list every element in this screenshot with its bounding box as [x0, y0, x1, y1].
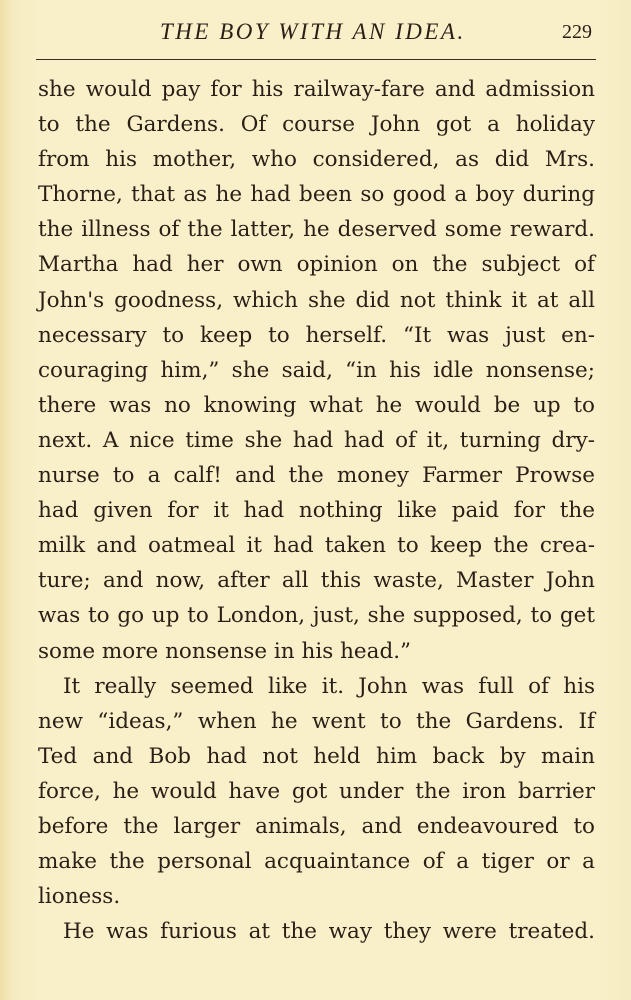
text-line: Martha had her own opinion on the subject of — [38, 252, 595, 278]
text-line: John's goodness, which she did not think it at all — [38, 287, 595, 313]
text-line: necessary to keep to herself. “It was just en- — [38, 322, 595, 348]
running-head — [0, 0, 631, 62]
page-number: 229 — [562, 21, 592, 43]
text-line: was to go up to London, just, she supposed, to get — [38, 603, 595, 629]
text-line: had given for it had nothing like paid for the — [38, 498, 595, 524]
header-rule — [36, 59, 596, 60]
text-line: Thorne, that as he had been so good a boy during — [38, 182, 595, 208]
text-line: she would pay for his railway-fare and admission — [38, 77, 595, 102]
text-line: to the Gardens. Of course John got a holiday — [38, 112, 595, 138]
text-line: the illness of the latter, he deserved some reward. — [38, 217, 595, 243]
text-line: milk and oatmeal it had taken to keep the crea- — [38, 533, 595, 559]
text-line: He was furious at the way they were treated. — [63, 919, 595, 945]
text-line: ture; and now, after all this waste, Master John — [38, 568, 595, 594]
text-line: It really seemed like it. John was full of his — [63, 673, 595, 699]
text-line: new “ideas,” when he went to the Gardens. If — [38, 708, 595, 734]
text-line: from his mother, who considered, as did Mrs. — [38, 147, 595, 173]
text-line: make the personal acquaintance of a tiger or a — [38, 849, 595, 875]
text-line: some more nonsense in his head.” — [38, 638, 412, 664]
running-head-title: THE BOY WITH AN IDEA. — [160, 19, 466, 44]
text-line: before the larger animals, and endeavoured to — [38, 813, 595, 839]
text-line: couraging him,” she said, “in his idle nonsense; — [38, 357, 595, 383]
text-line: lioness. — [38, 884, 121, 910]
text-line: there was no knowing what he would be up to — [38, 392, 595, 418]
text-line: nurse to a calf! and the money Farmer Prowse — [38, 463, 595, 489]
text-line: force, he would have got under the iron barrier — [38, 778, 595, 804]
text-line: next. A nice time she had had of it, turning dry- — [38, 427, 595, 453]
text-line: Ted and Bob had not held him back by main — [38, 743, 595, 769]
body-text — [38, 72, 595, 949]
